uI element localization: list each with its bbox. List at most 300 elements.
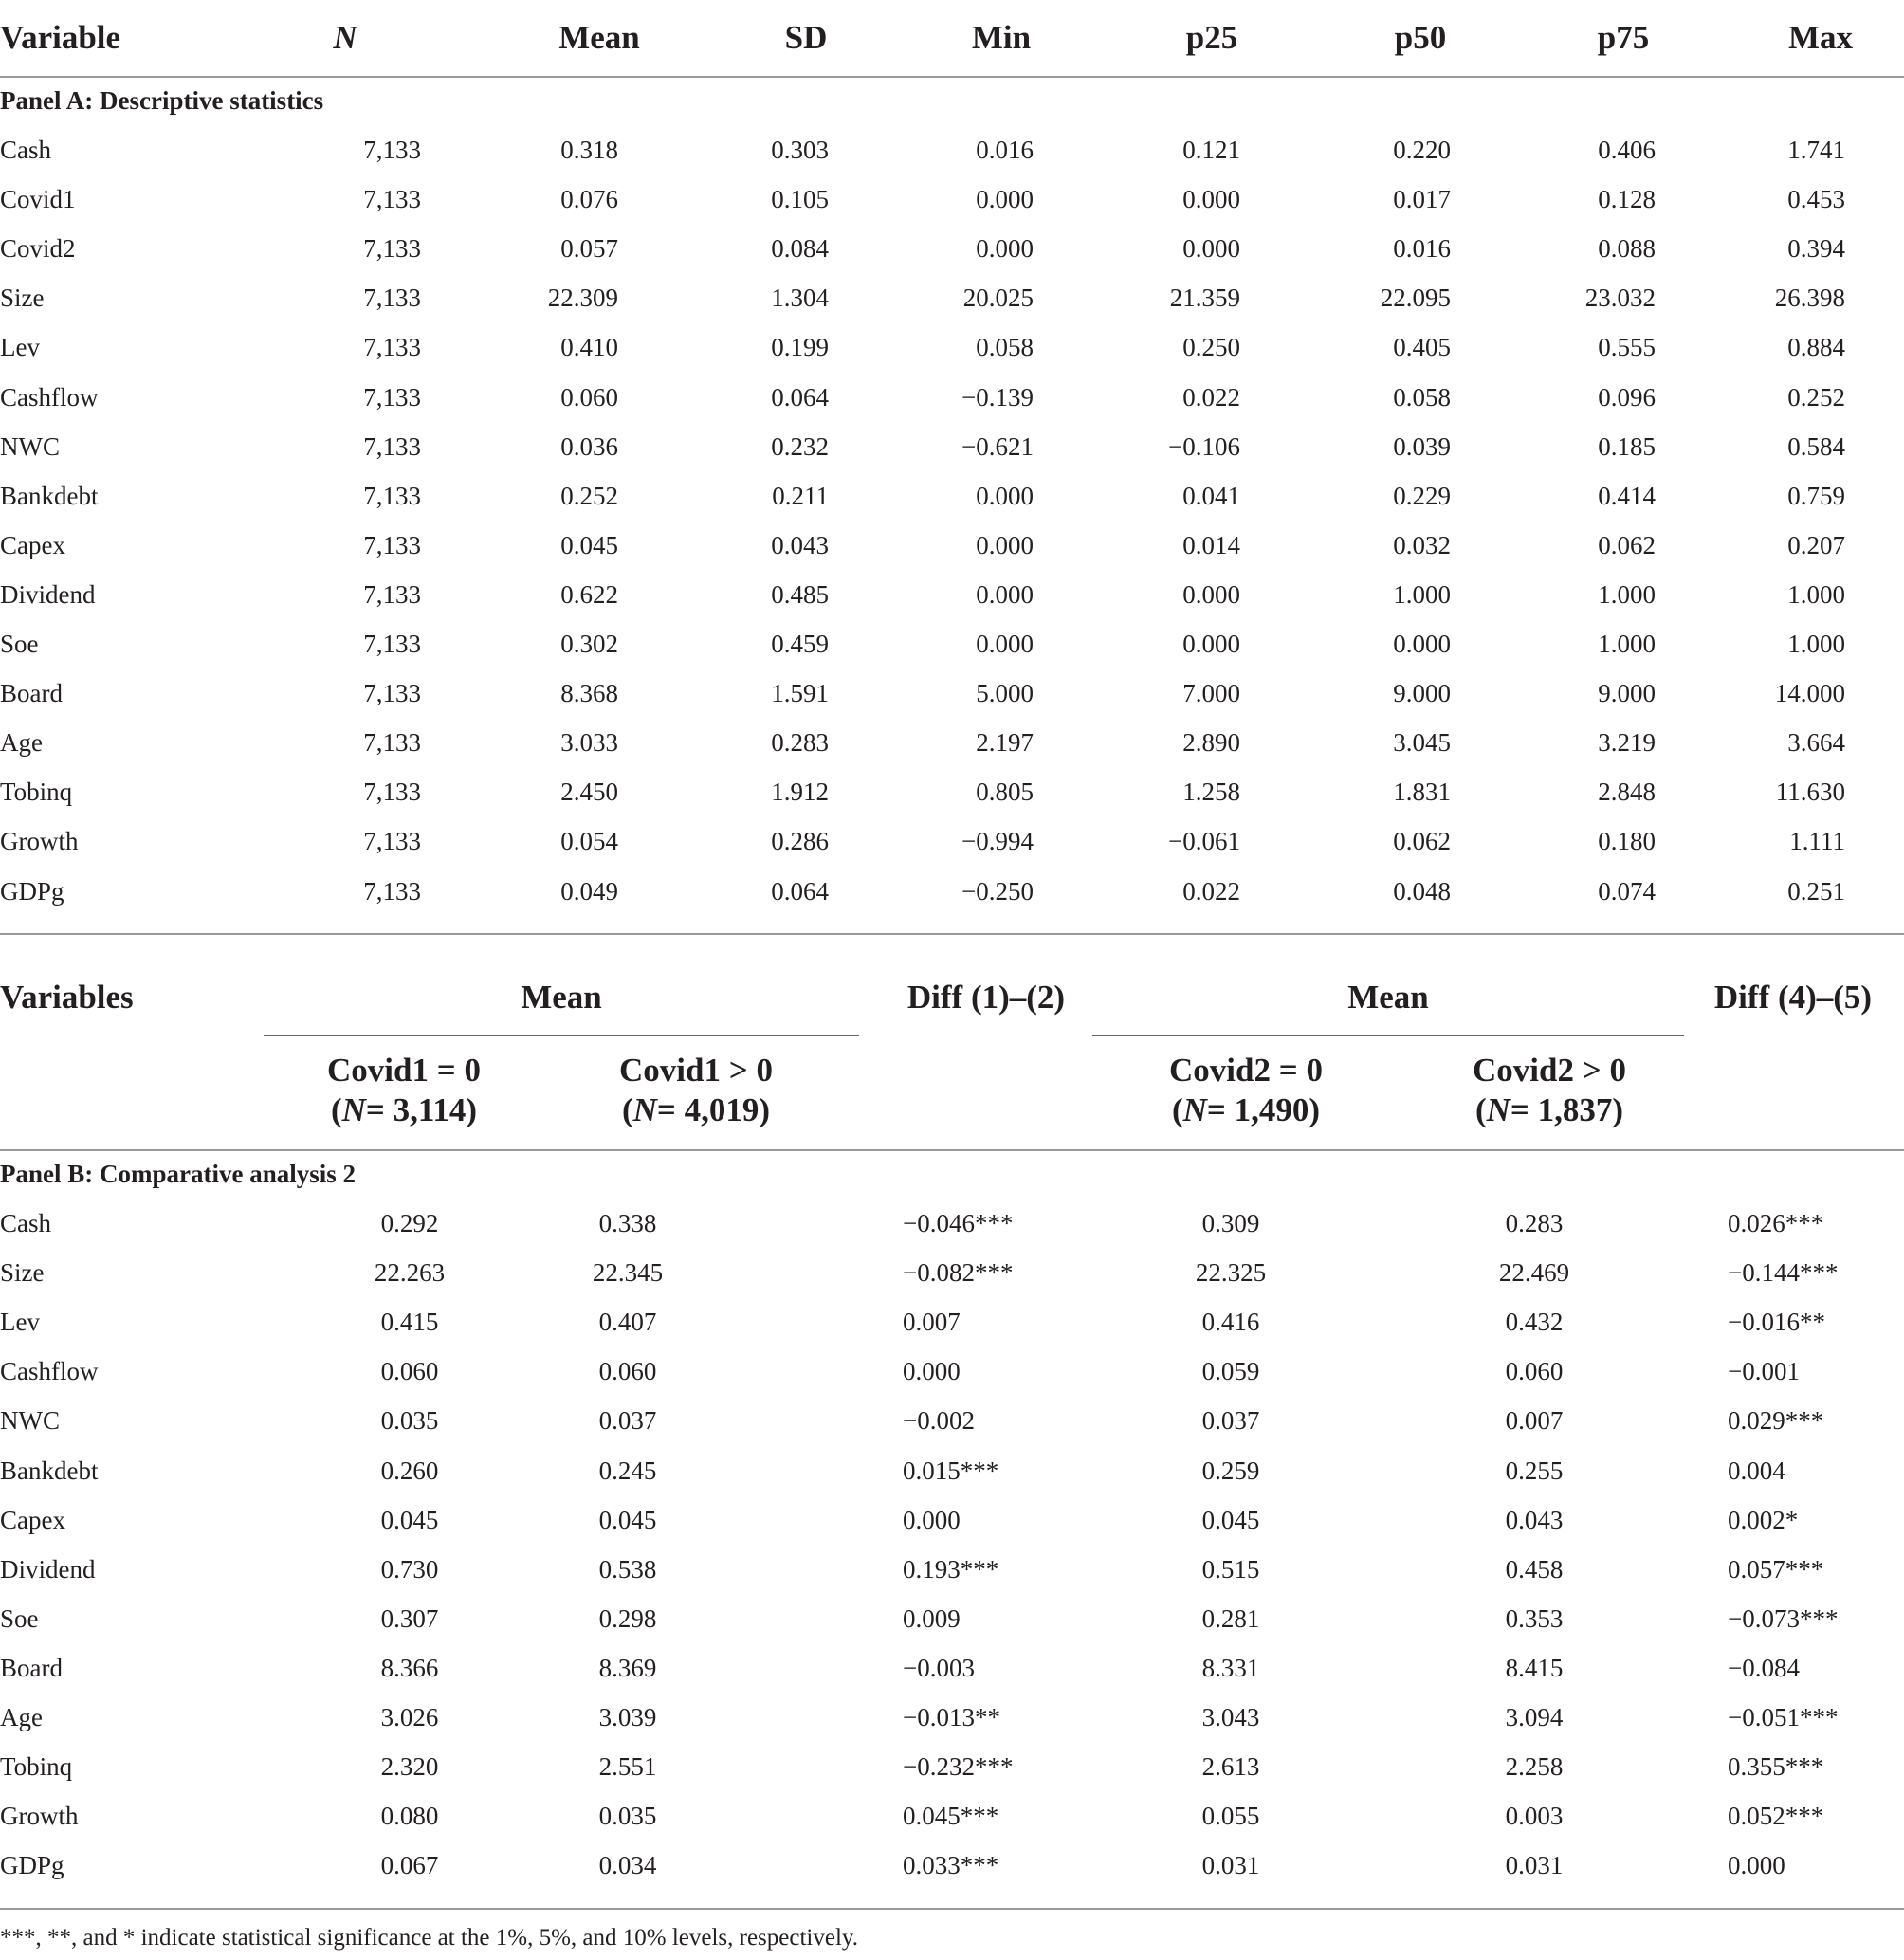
mean-value: 22.263 — [374, 1258, 446, 1288]
diff-value: 0.004 — [1728, 1456, 1785, 1485]
table-row — [0, 273, 1904, 322]
variable-name: Lev — [0, 333, 40, 362]
mean-value: 0.432 — [1505, 1308, 1564, 1337]
stat-value: 0.555 — [1598, 333, 1656, 362]
diff-value: 0.052*** — [1728, 1802, 1824, 1831]
mean-value: 0.034 — [598, 1851, 657, 1880]
diff-value: 0.193*** — [903, 1554, 999, 1584]
mean-group-2-header: Mean — [1347, 979, 1429, 1016]
diff-value: −0.046*** — [903, 1209, 1014, 1237]
stat-value: 0.485 — [771, 579, 829, 609]
stat-value: −0.250 — [961, 876, 1034, 906]
stat-value: 0.000 — [976, 481, 1034, 510]
stat-value: 0.062 — [1598, 530, 1656, 559]
variable-name: Dividend — [0, 579, 96, 609]
stat-value: 21.359 — [1169, 284, 1240, 313]
stat-value: 0.049 — [560, 876, 618, 906]
stat-value: 0.000 — [1393, 630, 1451, 658]
stat-value: 7,133 — [363, 136, 421, 164]
stat-value: 22.095 — [1380, 284, 1451, 313]
stat-value: 3.033 — [560, 728, 618, 758]
mean-value: 0.003 — [1505, 1802, 1564, 1831]
table-row — [0, 521, 1904, 570]
mean-value: 22.325 — [1195, 1258, 1267, 1288]
mean-value: 0.407 — [598, 1308, 657, 1337]
stat-value: 26.398 — [1774, 284, 1845, 313]
diff-value: −0.084 — [1728, 1653, 1800, 1682]
subheader-covid1-positive — [554, 1051, 838, 1130]
mean-value: 0.035 — [380, 1406, 439, 1436]
mean-value: 3.026 — [380, 1703, 439, 1731]
diff-value: 0.026*** — [1728, 1209, 1824, 1237]
subheader-covid1-zero-label: Covid1 = 0 — [327, 1052, 481, 1089]
variable-name: Cash — [0, 136, 51, 164]
stat-value: 0.045 — [560, 530, 618, 559]
variable-name: GDPg — [0, 876, 64, 906]
table-row — [0, 570, 1904, 619]
variable-name: NWC — [0, 1406, 60, 1436]
table-row — [0, 867, 1904, 916]
diff-value: −0.003 — [903, 1653, 975, 1682]
table-row — [0, 1594, 1904, 1643]
variable-name: Board — [0, 679, 63, 708]
stat-value: 1.000 — [1393, 579, 1451, 609]
mean-value: 0.259 — [1201, 1456, 1260, 1485]
variable-name: Cash — [0, 1209, 51, 1237]
variable-name: Tobinq — [0, 778, 73, 807]
significance-footnote: ***, **, and * indicate statistical significance at the 1%, 5%, and 10% levels, respectively. — [0, 1925, 859, 1951]
diff-value: −0.001 — [1728, 1357, 1800, 1386]
mean-value: 0.060 — [598, 1357, 657, 1386]
diff-value: 0.057*** — [1728, 1554, 1824, 1584]
table-row — [0, 1643, 1904, 1693]
stat-value: 22.309 — [547, 284, 618, 313]
mean-value: 0.245 — [598, 1456, 657, 1485]
stat-value: 7,133 — [363, 827, 421, 856]
stat-value: 0.036 — [560, 431, 618, 461]
diff-value: 0.000 — [903, 1505, 961, 1534]
stat-value: 7,133 — [363, 679, 421, 708]
stat-value: 0.759 — [1787, 481, 1845, 510]
table-row — [0, 224, 1904, 273]
header-p75: p75 — [1597, 19, 1650, 56]
mean-group-1-header: Mean — [521, 979, 602, 1016]
stat-value: 0.000 — [1182, 579, 1240, 609]
diff-value: 0.045*** — [903, 1802, 999, 1831]
diff-value: 0.000 — [903, 1357, 961, 1386]
stat-value: 7,133 — [363, 185, 421, 214]
mean-value: 0.255 — [1505, 1456, 1564, 1485]
table-row — [0, 767, 1904, 816]
mean-value: 3.094 — [1505, 1703, 1564, 1731]
mean-value: 0.298 — [598, 1603, 657, 1633]
stat-value: 0.014 — [1182, 530, 1240, 559]
stat-value: 7,133 — [363, 431, 421, 461]
mean-value: 0.515 — [1201, 1554, 1260, 1584]
mean-value: 0.416 — [1201, 1308, 1260, 1337]
mean-value: 0.338 — [598, 1209, 657, 1237]
stat-value: 1.831 — [1393, 778, 1451, 807]
variable-name: Size — [0, 1258, 45, 1288]
stat-value: 0.000 — [976, 234, 1034, 264]
stat-value: 0.185 — [1598, 431, 1656, 461]
stat-value: 9.000 — [1393, 679, 1451, 708]
stat-value: 1.741 — [1787, 136, 1845, 164]
subheader-covid1-positive-n: (N= 4,019) — [621, 1091, 771, 1128]
stat-value: 3.219 — [1598, 728, 1656, 758]
variable-name: Tobinq — [0, 1752, 73, 1782]
stat-value: 0.000 — [1182, 185, 1240, 214]
stat-value: 0.064 — [771, 876, 829, 906]
table-row — [0, 1545, 1904, 1594]
stat-value: −0.106 — [1168, 431, 1240, 461]
stat-value: 1.000 — [1787, 630, 1845, 658]
panel-a-bottom-rule — [0, 933, 1904, 935]
mean-value: 3.039 — [598, 1703, 657, 1731]
mean-value: 0.045 — [380, 1505, 439, 1534]
diff-value: 0.015*** — [903, 1456, 999, 1485]
header-variable: Variable — [0, 19, 121, 56]
stat-value: 0.622 — [560, 579, 618, 609]
stat-value: 0.076 — [560, 185, 618, 214]
mean-value: 2.320 — [380, 1752, 439, 1782]
mean-value: 0.037 — [598, 1406, 657, 1436]
diff-2-header: Diff (4)–(5) — [1713, 979, 1873, 1016]
subheader-covid1-zero-n: (N= 3,114) — [330, 1091, 478, 1128]
stat-value: 7,133 — [363, 728, 421, 758]
stat-value: 0.220 — [1393, 136, 1451, 164]
stat-value: 9.000 — [1598, 679, 1656, 708]
stat-value: 7,133 — [363, 234, 421, 264]
variable-name: Size — [0, 284, 45, 313]
diff-value: 0.000 — [1728, 1851, 1785, 1880]
header-sd: SD — [784, 19, 828, 56]
subheader-covid2-zero — [1104, 1051, 1388, 1130]
diff-value: 0.002* — [1728, 1505, 1799, 1534]
diff-value: −0.082*** — [903, 1258, 1014, 1288]
variable-name: Bankdebt — [0, 481, 99, 510]
table-row — [0, 1841, 1904, 1890]
stat-value: 0.084 — [771, 234, 829, 264]
mean-value: 2.613 — [1201, 1752, 1260, 1782]
table-row — [0, 1199, 1904, 1248]
diff-1-header: Diff (1)–(2) — [906, 979, 1066, 1016]
panel-b-title: Panel B: Comparative analysis 2 — [0, 1160, 356, 1188]
diff-value: −0.016** — [1728, 1308, 1825, 1337]
stat-value: 7,133 — [363, 876, 421, 906]
variable-name: Board — [0, 1653, 63, 1682]
variable-name: Age — [0, 1703, 43, 1731]
diff-value: 0.007 — [903, 1308, 961, 1337]
stat-value: 0.232 — [771, 431, 829, 461]
variable-name: Capex — [0, 1505, 65, 1534]
stat-value: 0.043 — [771, 530, 829, 559]
table-row — [0, 718, 1904, 767]
stat-value: 0.302 — [560, 630, 618, 658]
subheader-covid1-zero — [262, 1051, 546, 1130]
table-row — [0, 1742, 1904, 1791]
table-row — [0, 1791, 1904, 1841]
stat-value: 0.000 — [976, 530, 1034, 559]
stat-value: 0.000 — [1182, 630, 1240, 658]
variable-name: Cashflow — [0, 382, 99, 412]
stat-value: 0.410 — [560, 333, 618, 362]
stat-value: 0.884 — [1787, 333, 1845, 362]
diff-value: −0.144*** — [1728, 1258, 1839, 1288]
mean-value: 0.080 — [380, 1802, 439, 1831]
mean-value: 2.551 — [598, 1752, 657, 1782]
mean-value: 0.035 — [598, 1802, 657, 1831]
stat-value: 7,133 — [363, 333, 421, 362]
stat-value: 0.584 — [1787, 431, 1845, 461]
table-row — [0, 1248, 1904, 1297]
table-row — [0, 669, 1904, 718]
mean-value: 8.369 — [598, 1653, 657, 1682]
panel-a-header-row — [0, 13, 1904, 63]
stat-value: 7,133 — [363, 778, 421, 807]
stat-value: 0.252 — [1787, 382, 1845, 412]
stat-value: 0.054 — [560, 827, 618, 856]
mean-value: 0.067 — [380, 1851, 439, 1880]
variable-name: Growth — [0, 1802, 79, 1831]
stat-value: 0.406 — [1598, 136, 1656, 164]
stat-value: 1.591 — [771, 679, 829, 708]
header-min: Min — [971, 19, 1032, 56]
stat-value: 1.304 — [771, 284, 829, 313]
diff-value: −0.073*** — [1728, 1603, 1839, 1633]
table-row — [0, 471, 1904, 521]
mean-value: 0.281 — [1201, 1603, 1260, 1633]
stat-value: 0.453 — [1787, 185, 1845, 214]
stat-value: −0.139 — [961, 382, 1034, 412]
stat-value: 0.286 — [771, 827, 829, 856]
stat-value: 0.318 — [560, 136, 618, 164]
diff-value: 0.033*** — [903, 1851, 999, 1880]
stat-value: 0.022 — [1182, 382, 1240, 412]
variable-name: Bankdebt — [0, 1456, 99, 1485]
stat-value: 0.303 — [771, 136, 829, 164]
variable-name: Covid2 — [0, 234, 76, 264]
mean-value: 0.415 — [380, 1308, 439, 1337]
table-row — [0, 1297, 1904, 1346]
diff-value: 0.355*** — [1728, 1752, 1824, 1782]
diff-value: −0.051*** — [1728, 1703, 1839, 1731]
table-row — [0, 422, 1904, 471]
mean-value: 8.331 — [1201, 1653, 1260, 1682]
variable-name: Growth — [0, 827, 79, 856]
mean-value: 3.043 — [1201, 1703, 1260, 1731]
stat-value: 1.000 — [1787, 579, 1845, 609]
stat-value: 0.088 — [1598, 234, 1656, 264]
variable-name: Cashflow — [0, 1357, 99, 1386]
stat-value: 0.022 — [1182, 876, 1240, 906]
stat-value: 0.180 — [1598, 827, 1656, 856]
stat-value: 0.250 — [1182, 333, 1240, 362]
stat-value: 7,133 — [363, 530, 421, 559]
diff-value: −0.232*** — [903, 1752, 1014, 1782]
stat-value: 0.405 — [1393, 333, 1451, 362]
header-variables: Variables — [0, 979, 134, 1016]
stat-value: 0.074 — [1598, 876, 1656, 906]
stat-value: 20.025 — [962, 284, 1034, 313]
stat-value: 0.096 — [1598, 382, 1656, 412]
table-row — [0, 125, 1904, 174]
mean-value: 0.458 — [1505, 1554, 1564, 1584]
stat-value: 8.368 — [560, 679, 618, 708]
table-row — [0, 619, 1904, 669]
mean-value: 0.730 — [380, 1554, 439, 1584]
stat-value: 2.450 — [560, 778, 618, 807]
stat-value: −0.994 — [961, 827, 1034, 856]
stat-value: 0.121 — [1182, 136, 1240, 164]
stat-value: 5.000 — [976, 679, 1034, 708]
stat-value: 0.251 — [1787, 876, 1845, 906]
header-max: Max — [1787, 19, 1854, 56]
stat-value: 0.000 — [976, 579, 1034, 609]
mean-value: 0.060 — [1505, 1357, 1564, 1386]
stat-value: 0.207 — [1787, 530, 1845, 559]
stat-value: 0.016 — [976, 136, 1034, 164]
mean-value: 0.031 — [1201, 1851, 1260, 1880]
stat-value: 0.060 — [560, 382, 618, 412]
table-row — [0, 1495, 1904, 1545]
table-row — [0, 1396, 1904, 1445]
stat-value: 0.128 — [1598, 185, 1656, 214]
stat-value: 3.664 — [1787, 728, 1845, 758]
stat-value: 1.000 — [1598, 630, 1656, 658]
variable-name: Lev — [0, 1308, 40, 1337]
mean-value: 0.353 — [1505, 1603, 1564, 1633]
stat-value: −0.061 — [1168, 827, 1240, 856]
mean-value: 0.055 — [1201, 1802, 1260, 1831]
header-n: N — [333, 19, 357, 56]
stat-value: 0.062 — [1393, 827, 1451, 856]
mean-value: 22.469 — [1498, 1258, 1570, 1288]
stat-value: 0.064 — [771, 382, 829, 412]
mean-value: 0.059 — [1201, 1357, 1260, 1386]
mean-value: 0.260 — [380, 1456, 439, 1485]
diff-value: 0.009 — [903, 1603, 961, 1633]
mean-value: 0.309 — [1201, 1209, 1260, 1237]
table-row — [0, 816, 1904, 866]
stat-value: 7,133 — [363, 382, 421, 412]
subheader-covid2-positive-n: (N= 1,837) — [1474, 1091, 1624, 1128]
mean-value: 0.538 — [598, 1554, 657, 1584]
stat-value: 11.630 — [1775, 778, 1845, 807]
stat-value: 3.045 — [1393, 728, 1451, 758]
stat-value: 23.032 — [1584, 284, 1656, 313]
variable-name: Covid1 — [0, 185, 76, 214]
stat-value: 1.912 — [771, 778, 829, 807]
stat-value: 1.111 — [1789, 827, 1845, 856]
mean-value: 0.292 — [380, 1209, 439, 1237]
stat-value: 14.000 — [1774, 679, 1845, 708]
stat-value: 0.000 — [976, 630, 1034, 658]
table-row — [0, 373, 1904, 422]
mean-value: 8.366 — [380, 1653, 439, 1682]
subheader-covid2-zero-label: Covid2 = 0 — [1169, 1052, 1323, 1089]
variable-name: GDPg — [0, 1851, 64, 1880]
table-row — [0, 1446, 1904, 1495]
diff-value: 0.029*** — [1728, 1406, 1824, 1436]
stat-value: 7,133 — [363, 481, 421, 510]
stat-value: 0.459 — [771, 630, 829, 658]
stat-value: 0.105 — [771, 185, 829, 214]
stat-value: 0.041 — [1182, 481, 1240, 510]
subheader-covid1-positive-label: Covid1 > 0 — [619, 1052, 773, 1089]
mean-value: 0.031 — [1505, 1851, 1564, 1880]
stat-value: 0.000 — [976, 185, 1034, 214]
stat-value: 0.017 — [1393, 185, 1451, 214]
stat-value: 7,133 — [363, 579, 421, 609]
stat-value: 1.000 — [1598, 579, 1656, 609]
stat-value: 0.057 — [560, 234, 618, 264]
diff-value: −0.013** — [903, 1703, 1000, 1731]
stat-value: 0.032 — [1393, 530, 1451, 559]
mean-value: 0.037 — [1201, 1406, 1260, 1436]
stat-value: 2.890 — [1182, 728, 1240, 758]
panel-a-title: Panel A: Descriptive statistics — [0, 86, 324, 115]
mean-group-2-rule — [1092, 1035, 1684, 1036]
header-p25: p25 — [1185, 19, 1238, 56]
table-row — [0, 174, 1904, 224]
stat-value: 0.283 — [771, 728, 829, 758]
stat-value: 0.805 — [976, 778, 1034, 807]
variable-name: Capex — [0, 530, 65, 559]
stat-value: 0.394 — [1787, 234, 1845, 264]
table-row — [0, 1693, 1904, 1742]
mean-value: 0.060 — [380, 1357, 439, 1386]
table-row — [0, 1346, 1904, 1396]
stat-value: 0.048 — [1393, 876, 1451, 906]
subheader-covid2-zero-n: (N= 1,490) — [1171, 1091, 1321, 1128]
stat-value: 0.252 — [560, 481, 618, 510]
stat-value: 2.197 — [976, 728, 1034, 758]
stat-value: 7.000 — [1182, 679, 1240, 708]
subheader-covid2-positive-label: Covid2 > 0 — [1473, 1052, 1626, 1089]
mean-value: 0.007 — [1505, 1406, 1564, 1436]
header-p50: p50 — [1394, 19, 1447, 56]
stat-value: 0.016 — [1393, 234, 1451, 264]
variable-name: NWC — [0, 431, 60, 461]
panel-b-bottom-rule — [0, 1908, 1904, 1910]
mean-value: 0.043 — [1505, 1505, 1564, 1534]
stat-value: 2.848 — [1598, 778, 1656, 807]
variable-name: Dividend — [0, 1554, 96, 1584]
mean-value: 0.045 — [1201, 1505, 1260, 1534]
header-mean: Mean — [558, 19, 640, 56]
stat-value: 7,133 — [363, 284, 421, 313]
stat-value: 7,133 — [363, 630, 421, 658]
mean-value: 8.415 — [1505, 1653, 1564, 1682]
stat-value: 0.199 — [771, 333, 829, 362]
stat-value: −0.621 — [961, 431, 1034, 461]
subheader-covid2-positive — [1407, 1051, 1692, 1130]
variable-name: Soe — [0, 630, 39, 658]
stat-value: 0.058 — [976, 333, 1034, 362]
stat-value: 0.229 — [1393, 481, 1451, 510]
stat-value: 0.211 — [772, 481, 829, 510]
stat-value: 0.000 — [1182, 234, 1240, 264]
diff-value: −0.002 — [903, 1406, 975, 1436]
stat-value: 0.058 — [1393, 382, 1451, 412]
mean-value: 0.283 — [1505, 1209, 1564, 1237]
stat-value: 0.039 — [1393, 431, 1451, 461]
table-row — [0, 322, 1904, 372]
stat-value: 0.414 — [1598, 481, 1656, 510]
mean-value: 0.045 — [598, 1505, 657, 1534]
mean-value: 2.258 — [1505, 1752, 1564, 1782]
